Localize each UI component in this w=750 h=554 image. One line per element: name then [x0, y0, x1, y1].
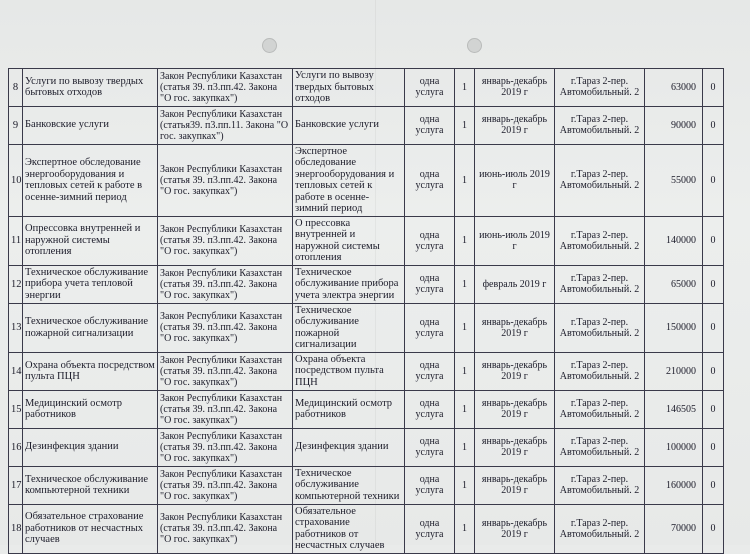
unit-cell: одна услуга — [405, 504, 455, 553]
amount-cell: 63000 — [645, 69, 703, 107]
service-description-cell: Техническое обслуживание пожарной сигнализации — [293, 303, 405, 352]
unit-cell: одна услуга — [405, 144, 455, 216]
service-name-cell: Медицинский осмотр работников — [23, 390, 158, 428]
table-row — [9, 69, 724, 107]
advance-cell: 0 — [703, 216, 724, 265]
quantity-cell: 1 — [455, 144, 475, 216]
service-name-cell: Услуги по вывозу твердых бытовых отходов — [23, 69, 158, 107]
service-name-cell: Обязательное страхование работников от несчастных случаев — [23, 504, 158, 553]
table-row — [9, 144, 724, 216]
legal-basis-cell: Закон Республики Казахстан (статья 39. п3.пп.42. Закона "О гос. закупках") — [158, 69, 293, 107]
procurement-table — [8, 68, 724, 554]
service-description-cell: Техническое обслуживание компьютерной техники — [293, 466, 405, 504]
table-row — [9, 428, 724, 466]
service-name-cell: Экспертное обследование энергооборудования и тепловых сетей к работе в осенне-зимний период — [23, 144, 158, 216]
table-row — [9, 303, 724, 352]
quantity-cell: 1 — [455, 265, 475, 303]
row-number-cell: 16 — [9, 428, 23, 466]
address-cell: г.Тараз 2-пер. Автомобильный. 2 — [555, 303, 645, 352]
row-number-cell: 10 — [9, 144, 23, 216]
period-cell: январь-декабрь 2019 г — [475, 504, 555, 553]
legal-basis-cell: Закон Республики Казахстан (статья 39. п3.пп.42. Закона "О гос. закупках") — [158, 352, 293, 390]
service-name-cell: Техническое обслуживание пожарной сигнализации — [23, 303, 158, 352]
row-number-cell: 14 — [9, 352, 23, 390]
service-name-cell: Опрессовка внутренней и наружной системы отопления — [23, 216, 158, 265]
amount-cell: 65000 — [645, 265, 703, 303]
legal-basis-cell: Закон Республики Казахстан (статья 39. п3.пп.42. Закона "О гос. закупках") — [158, 466, 293, 504]
service-description-cell: Охрана объекта посредством пульта ПЦН — [293, 352, 405, 390]
legal-basis-cell: Закон Республики Казахстан (статья 39. п3.пп.42. Закона "О гос. закупках") — [158, 216, 293, 265]
unit-cell: одна услуга — [405, 428, 455, 466]
quantity-cell: 1 — [455, 106, 475, 144]
table-row — [9, 352, 724, 390]
service-description-cell: Медицинский осмотр работников — [293, 390, 405, 428]
address-cell: г.Тараз 2-пер. Автомобильный. 2 — [555, 106, 645, 144]
address-cell: г.Тараз 2-пер. Автомобильный. 2 — [555, 504, 645, 553]
quantity-cell: 1 — [455, 466, 475, 504]
advance-cell: 0 — [703, 265, 724, 303]
quantity-cell: 1 — [455, 504, 475, 553]
amount-cell: 55000 — [645, 144, 703, 216]
advance-cell: 0 — [703, 352, 724, 390]
table-row — [9, 216, 724, 265]
amount-cell: 150000 — [645, 303, 703, 352]
period-cell: январь-декабрь 2019 г — [475, 428, 555, 466]
service-description-cell: Экспертное обследование энергооборудования и тепловых сетей к работе в осенне-зимний период — [293, 144, 405, 216]
address-cell: г.Тараз 2-пер. Автомобильный. 2 — [555, 390, 645, 428]
legal-basis-cell: Закон Республики Казахстан (статья 39. п3.пп.42. Закона "О гос. закупках") — [158, 144, 293, 216]
unit-cell: одна услуга — [405, 303, 455, 352]
period-cell: июнь-июль 2019 г — [475, 216, 555, 265]
advance-cell: 0 — [703, 390, 724, 428]
address-cell: г.Тараз 2-пер. Автомобильный. 2 — [555, 69, 645, 107]
table-row — [9, 265, 724, 303]
punch-hole-left — [262, 38, 277, 53]
period-cell: январь-декабрь 2019 г — [475, 390, 555, 428]
advance-cell: 0 — [703, 144, 724, 216]
row-number-cell: 12 — [9, 265, 23, 303]
service-name-cell: Дезинфекция здании — [23, 428, 158, 466]
row-number-cell: 8 — [9, 69, 23, 107]
service-description-cell: Техническое обслуживание прибора учета электра энергии — [293, 265, 405, 303]
period-cell: февраль 2019 г — [475, 265, 555, 303]
punch-hole-right — [467, 38, 482, 53]
address-cell: г.Тараз 2-пер. Автомобильный. 2 — [555, 352, 645, 390]
period-cell: январь-декабрь 2019 г — [475, 352, 555, 390]
period-cell: январь-декабрь 2019 г — [475, 303, 555, 352]
period-cell: январь-декабрь 2019 г — [475, 466, 555, 504]
unit-cell: одна услуга — [405, 390, 455, 428]
advance-cell: 0 — [703, 106, 724, 144]
row-number-cell: 18 — [9, 504, 23, 553]
legal-basis-cell: Закон Республики Казахстан (статья 39. п3.пп.42. Закона "О гос. закупках") — [158, 265, 293, 303]
period-cell: январь-декабрь 2019 г — [475, 106, 555, 144]
advance-cell: 0 — [703, 69, 724, 107]
address-cell: г.Тараз 2-пер. Автомобильный. 2 — [555, 466, 645, 504]
unit-cell: одна услуга — [405, 265, 455, 303]
period-cell: январь-декабрь 2019 г — [475, 69, 555, 107]
row-number-cell: 13 — [9, 303, 23, 352]
amount-cell: 146505 — [645, 390, 703, 428]
unit-cell: одна услуга — [405, 466, 455, 504]
legal-basis-cell: Закон Республики Казахстан (статья39. п3.пп.11. Закона "О гос. закупках") — [158, 106, 293, 144]
quantity-cell: 1 — [455, 390, 475, 428]
legal-basis-cell: Закон Республики Казахстан (статья 39. п3.пп.42. Закона "О гос. закупках") — [158, 303, 293, 352]
table-row — [9, 390, 724, 428]
service-description-cell: Обязательное страхование работников от несчастных случаев — [293, 504, 405, 553]
advance-cell: 0 — [703, 504, 724, 553]
table-row — [9, 106, 724, 144]
service-name-cell: Охрана объекта посредством пульта ПЦН — [23, 352, 158, 390]
period-cell: июнь-июль 2019 г — [475, 144, 555, 216]
unit-cell: одна услуга — [405, 216, 455, 265]
quantity-cell: 1 — [455, 303, 475, 352]
legal-basis-cell: Закон Республики Казахстан (статья 39. п3.пп.42. Закона "О гос. закупках") — [158, 504, 293, 553]
unit-cell: одна услуга — [405, 352, 455, 390]
row-number-cell: 15 — [9, 390, 23, 428]
legal-basis-cell: Закон Республики Казахстан (статья 39. п3.пп.42. Закона "О гос. закупках") — [158, 428, 293, 466]
row-number-cell: 9 — [9, 106, 23, 144]
address-cell: г.Тараз 2-пер. Автомобильный. 2 — [555, 216, 645, 265]
service-name-cell: Банковские услуги — [23, 106, 158, 144]
legal-basis-cell: Закон Республики Казахстан (статья 39. п3.пп.42. Закона "О гос. закупках") — [158, 390, 293, 428]
quantity-cell: 1 — [455, 428, 475, 466]
quantity-cell: 1 — [455, 216, 475, 265]
advance-cell: 0 — [703, 303, 724, 352]
service-name-cell: Техническое обслуживание компьютерной техники — [23, 466, 158, 504]
table-row — [9, 466, 724, 504]
address-cell: г.Тараз 2-пер. Автомобильный. 2 — [555, 428, 645, 466]
quantity-cell: 1 — [455, 352, 475, 390]
amount-cell: 210000 — [645, 352, 703, 390]
service-name-cell: Техническое обслуживание прибора учета тепловой энергии — [23, 265, 158, 303]
unit-cell: одна услуга — [405, 69, 455, 107]
amount-cell: 90000 — [645, 106, 703, 144]
advance-cell: 0 — [703, 428, 724, 466]
amount-cell: 70000 — [645, 504, 703, 553]
service-description-cell: О прессовка внутренней и наружной системы отопления — [293, 216, 405, 265]
amount-cell: 100000 — [645, 428, 703, 466]
row-number-cell: 11 — [9, 216, 23, 265]
quantity-cell: 1 — [455, 69, 475, 107]
unit-cell: одна услуга — [405, 106, 455, 144]
service-description-cell: Банковские услуги — [293, 106, 405, 144]
row-number-cell: 17 — [9, 466, 23, 504]
service-description-cell: Услуги по вывозу твердых бытовых отходов — [293, 69, 405, 107]
amount-cell: 140000 — [645, 216, 703, 265]
advance-cell: 0 — [703, 466, 724, 504]
address-cell: г.Тараз 2-пер. Автомобильный. 2 — [555, 144, 645, 216]
service-description-cell: Дезинфекция здании — [293, 428, 405, 466]
address-cell: г.Тараз 2-пер. Автомобильный. 2 — [555, 265, 645, 303]
table-row — [9, 504, 724, 553]
amount-cell: 160000 — [645, 466, 703, 504]
